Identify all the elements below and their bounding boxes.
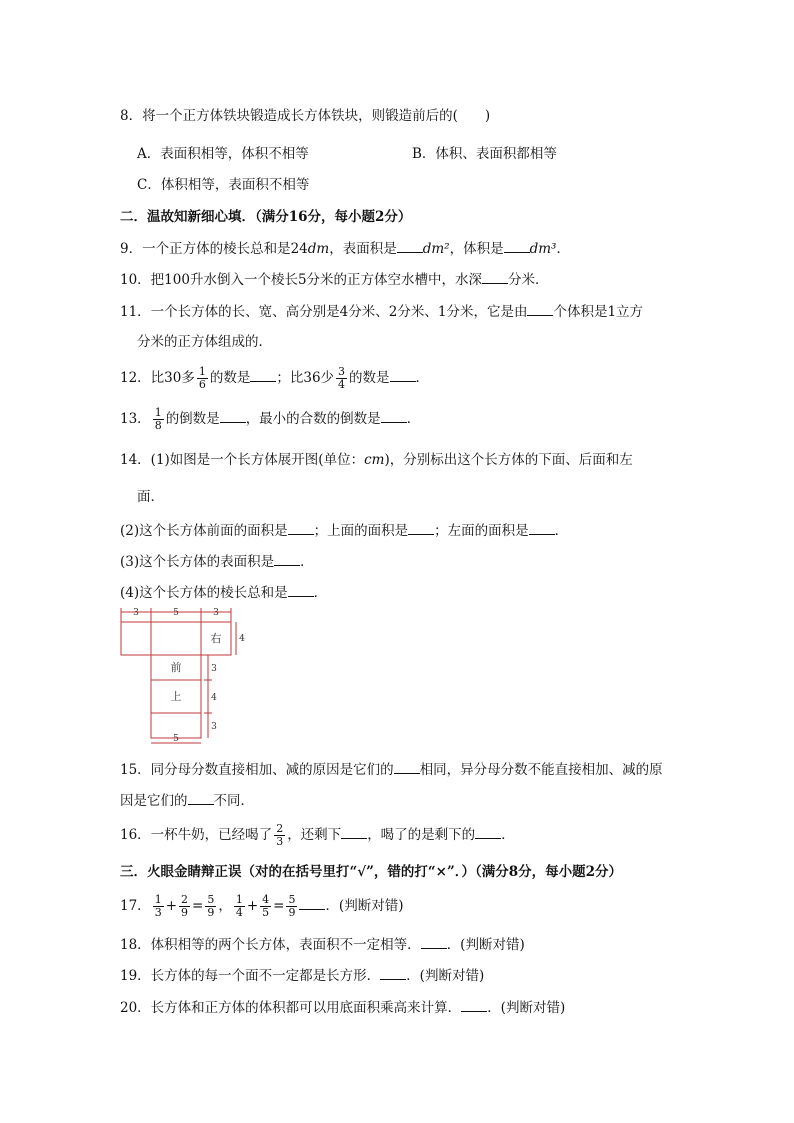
- q12-blank-1[interactable]: [250, 367, 276, 382]
- q12-fraction-2: [336, 366, 347, 391]
- q17-blank[interactable]: [299, 895, 325, 910]
- q20-text-b: ．(判断对错): [487, 1000, 566, 1016]
- q12-text-a: 12．比30多: [120, 370, 195, 386]
- q17-g1-den: 4: [235, 906, 243, 919]
- q11-blank[interactable]: [527, 301, 553, 316]
- q17-g1-num: 1: [235, 893, 243, 906]
- q16-f-num: 2: [276, 822, 284, 835]
- q16-text-a: 16．一杯牛奶，已经喝了: [120, 827, 273, 843]
- q15-blank-1[interactable]: [394, 759, 420, 774]
- q15-text-b: 相同，异分母分数不能直接相加、减的原: [419, 762, 663, 778]
- q13-f-den: 8: [154, 419, 162, 432]
- question-14-part-1-cont: [137, 487, 164, 507]
- q15-text-a: 15．同分母分数直接相加、减的原因是它们的: [120, 762, 394, 778]
- q13-text-b: 的倒数是: [165, 411, 220, 427]
- q16-text-d: ．: [501, 827, 515, 843]
- q17-f2-num: 2: [181, 893, 188, 906]
- q17-f3-den: 9: [207, 906, 215, 919]
- q12-f1-num: 1: [198, 365, 206, 378]
- q12-text-c: ；比36少: [276, 370, 335, 386]
- q14-text-l2c: ；左面的面积是: [434, 523, 529, 539]
- q9-unit-1: dm: [307, 241, 330, 257]
- q11-text-c: 分米的正方体组成的．: [137, 334, 272, 350]
- q17-frac-3: [205, 894, 216, 919]
- question-8-stem: [120, 106, 490, 126]
- q15-text-c: 因是它们的: [120, 793, 188, 809]
- q15-text-d: 不同．: [213, 793, 254, 809]
- q17-g2-den: 5: [262, 906, 270, 919]
- q17-text-a: 17．: [120, 898, 151, 914]
- q20-blank[interactable]: [461, 997, 487, 1012]
- question-18: [120, 934, 525, 955]
- question-17: [120, 894, 403, 919]
- q16-text-c: ，喝了的是剩下的: [367, 827, 476, 843]
- question-11: [120, 301, 643, 322]
- q17-f2-den: 9: [181, 906, 188, 919]
- q13-text-c: ，最小的合数的倒数是: [245, 411, 381, 427]
- question-15: [120, 759, 663, 780]
- question-15-cont: [120, 790, 254, 811]
- q16-f-den: 3: [276, 835, 284, 848]
- section-3-heading: [120, 862, 622, 882]
- q9-unit-3: dm³: [529, 241, 557, 257]
- question-20: [120, 997, 565, 1018]
- q12-text-b: 的数是: [209, 370, 251, 386]
- q17-plus-2: +: [246, 898, 259, 914]
- q10-text-b: 分米．: [508, 272, 549, 288]
- q14-text-l2b: ；上面的面积是: [313, 523, 409, 539]
- q12-f1-den: 6: [198, 378, 206, 391]
- q18-text-a: 18．体积相等的两个长方体，表面积不一定相等．: [120, 937, 421, 953]
- q14-text-l4a: (4)这个长方体的棱长总和是: [120, 585, 288, 601]
- q18-text-b: ．(判断对错): [446, 937, 525, 953]
- q8-option-b-text: B．体积、表面积都相等: [412, 146, 557, 162]
- q13-text-a: 13．: [120, 411, 151, 427]
- q8-option-b: [412, 144, 557, 164]
- q9-text-d: ．: [556, 241, 570, 257]
- q19-text-b: ．(判断对错): [406, 968, 485, 984]
- q10-blank[interactable]: [482, 269, 508, 284]
- question-14-part-2: [120, 520, 568, 541]
- net-face-left: [121, 622, 151, 655]
- q17-g2-num: 4: [262, 893, 270, 906]
- section-2-heading: [120, 207, 411, 227]
- q10-text-a: 10．把100升水倒入一个棱长5分米的正方体空水槽中，水深: [120, 272, 483, 288]
- q17-frac-1: [153, 894, 164, 919]
- q13-f-num: 1: [154, 406, 162, 419]
- q20-text-a: 20．长方体和正方体的体积都可以用底面积乘高来计算．: [120, 1000, 462, 1016]
- q9-text-a: 9．一个正方体的棱长总和是24: [120, 241, 308, 257]
- q17-text-b: ．(判断对错): [325, 898, 404, 914]
- face-label-front: 前: [170, 661, 182, 674]
- q17-frac-2: [179, 894, 190, 919]
- q11-text-b: 个体积是1立方: [553, 304, 644, 320]
- question-14-part-3: [120, 551, 314, 572]
- q13-text-d: ．: [406, 411, 421, 427]
- q12-blank-2[interactable]: [390, 367, 416, 382]
- dim-label-bottom: 5: [173, 734, 179, 744]
- question-14-part-1: [120, 450, 633, 470]
- section-2-text: 二．温故知新细心填．（满分16分，每小题2分）: [120, 209, 412, 225]
- q19-blank[interactable]: [380, 965, 406, 980]
- question-16: [120, 823, 515, 848]
- q14-text-l1a: 14．(1)如图是一个长方体展开图(单位：: [120, 452, 365, 468]
- q13-blank-2[interactable]: [381, 408, 407, 423]
- q17-comma: ，: [218, 898, 232, 914]
- q17-frac-6: [286, 894, 297, 919]
- q17-f1-num: 1: [154, 893, 162, 906]
- dim-label-right-face: 4: [239, 634, 245, 644]
- q17-frac-4: [234, 894, 245, 919]
- q14-text-l1c: 面．: [137, 489, 164, 505]
- q17-eq-2: =: [273, 898, 285, 914]
- q12-text-e: ．: [415, 370, 430, 386]
- question-9: [120, 238, 570, 259]
- q12-f2-den: 4: [338, 378, 346, 391]
- q14-blank-top[interactable]: [408, 520, 434, 535]
- q13-blank-1[interactable]: [220, 408, 246, 423]
- q17-g3-den: 9: [288, 906, 296, 919]
- q19-text-a: 19．长方体的每一个面不一定都是长方形．: [120, 968, 381, 984]
- q14-text-l3a: (3)这个长方体的表面积是: [120, 554, 275, 570]
- dim-label-col-3: 3: [211, 722, 217, 732]
- q14-text-l1b: )，分别标出这个长方体的下面、后面和左: [384, 452, 633, 468]
- q14-text-l4b: ．: [313, 585, 328, 601]
- q17-plus-1: +: [165, 898, 177, 914]
- q17-frac-5: [260, 894, 271, 919]
- q14-blank-surface[interactable]: [274, 551, 300, 566]
- question-12: [120, 366, 429, 391]
- question-14-part-4: [120, 582, 327, 603]
- q16-blank-2[interactable]: [475, 824, 501, 839]
- q14-text-l3b: ．: [300, 554, 314, 570]
- dim-label-top-mid: 5: [173, 608, 179, 618]
- question-19: [120, 965, 484, 986]
- q8-option-a: [137, 144, 309, 164]
- q14-blank-edges[interactable]: [288, 582, 314, 597]
- q11-text-a: 11．一个长方体的长、宽、高分别是4分米、2分米、1分米，它是由: [120, 304, 528, 320]
- dim-label-col-2: 4: [211, 693, 217, 703]
- q17-g3-num: 5: [288, 893, 296, 906]
- dim-label-col-1: 3: [211, 664, 217, 674]
- dim-label-top-left: 3: [133, 608, 139, 618]
- q8-option-c: [137, 175, 309, 195]
- q8-stem-text: 8．将一个正方体铁块锻造成长方体铁块，则锻造前后的( ): [120, 108, 491, 124]
- q16-blank-1[interactable]: [341, 824, 367, 839]
- q14-blank-front[interactable]: [288, 520, 314, 535]
- q17-f1-den: 3: [154, 906, 162, 919]
- q16-text-b: ，还剩下: [287, 827, 342, 843]
- q14-text-l2d: ．: [554, 523, 569, 539]
- q15-blank-2[interactable]: [188, 790, 214, 805]
- q14-unit: cm: [364, 452, 385, 468]
- q17-f3-num: 5: [207, 893, 215, 906]
- cuboid-net-figure: [114, 607, 254, 747]
- q9-blank-1[interactable]: [397, 238, 423, 253]
- section-3-text: 三．火眼金睛辩正误（对的在括号里打“√”，错的打“×”．）（满分8分，每小题2分）: [120, 864, 623, 880]
- question-13: [120, 407, 420, 432]
- net-face-bottom-row: [151, 622, 201, 655]
- q14-text-l2a: (2)这个长方体前面的面积是: [120, 523, 288, 539]
- question-10: [120, 269, 549, 290]
- q8-option-c-text: C．体积相等，表面积不相等: [137, 177, 310, 193]
- q9-text-b: ，表面积是: [329, 241, 397, 257]
- q9-text-c: ，体积是: [449, 241, 504, 257]
- q16-fraction: [274, 823, 285, 848]
- q12-fraction-1: [197, 366, 208, 391]
- q14-blank-left[interactable]: [529, 520, 555, 535]
- q12-f2-num: 3: [338, 365, 346, 378]
- q8-option-a-text: A．表面积相等，体积不相等: [137, 146, 309, 162]
- face-label-right: 右: [210, 632, 222, 645]
- q12-text-d: 的数是: [349, 370, 390, 386]
- q17-eq-1: =: [192, 898, 204, 914]
- face-label-top: 上: [170, 690, 182, 703]
- q9-unit-2: dm²: [422, 241, 450, 257]
- question-11-cont: [137, 332, 272, 352]
- dim-label-top-right: 3: [213, 608, 219, 618]
- q18-blank[interactable]: [421, 934, 447, 949]
- q13-fraction: [153, 407, 164, 432]
- q9-blank-2[interactable]: [504, 238, 530, 253]
